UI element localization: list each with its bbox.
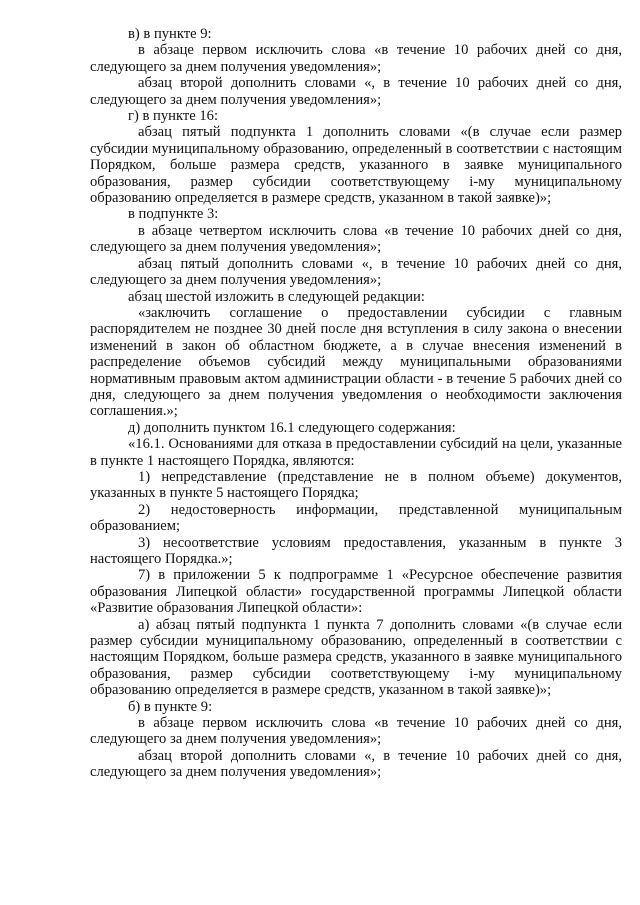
paragraph-add-words-second: абзац второй дополнить словами «, в течение 10 рабочих дней со дня, следующего за днем получения уведомления»; xyxy=(90,75,622,108)
paragraph-agreement-clause: «заключить соглашение о предоставлении субсидии с главным распорядителем не позднее 30 дней после дня вступления в силу закона о внесении изменений в закон об областном бюджете, а в случае внесения изменений в распределение объемов субсидий между муниципальными образованиями нормативным правовым актом администрации области - в течение 5 рабочих дней со дня, следующего за днем получения уведомления о необходимости заключения соглашения.»; xyxy=(90,304,622,420)
point-16-1-grounds-for-refusal: «16.1. Основаниями для отказа в предоставлении субсидий на цели, указанные в пункте 1 настоящего Порядка, являются: xyxy=(90,436,622,469)
paragraph-exclude-words-first-2: в абзаце первом исключить слова «в течение 10 рабочих дней со дня, следующего за днем получения уведомления»; xyxy=(90,715,622,748)
refusal-ground-2: 2) недостоверность информации, представленной муниципальным образованием; xyxy=(90,501,622,535)
subitem-d-add-point-16-1: д) дополнить пунктом 16.1 следующего содержания: xyxy=(128,419,456,436)
paragraph-exclude-words-fourth: в абзаце четвертом исключить слова «в течение 10 рабочих дней со дня, следующего за днем получения уведомления»; xyxy=(90,222,622,256)
subpoint-3-heading: в подпункте 3: xyxy=(128,206,219,223)
item-7-appendix-5: 7) в приложении 5 к подпрограмме 1 «Ресурсное обеспечение развития образования Липецкой области» государственной программы Липецкой области «Развитие образования Липецкой области»: xyxy=(90,567,622,617)
paragraph-subsidy-size-amendment: абзац пятый подпункта 1 дополнить словами «(в случае если размер субсидии муниципальному образованию, определенный в соответствии с настоящим Порядком, больше размера средств, указанного в заявке муниципального образования, размер субсидии соответствующему i-му муниципальному образованию определяется в размере средств, указанном в такой заявке)»; xyxy=(90,124,622,207)
subitem-b-point-9: б) в пункте 9: xyxy=(128,698,213,715)
refusal-ground-1: 1) непредставление (представление не в полном объеме) документов, указанных в пункте 5 настоящего Порядка; xyxy=(90,468,622,502)
subitem-a-subsidy-size-amendment: а) абзац пятый подпункта 1 пункта 7 дополнить словами «(в случае если размер субсидии муниципальному образованию, определенный в соответствии с настоящим Порядком, больше размера средств, указанного в заявке муниципального образования, размер субсидии соответствующему i-му муниципальному образованию определяется в размере средств, указанном в такой заявке)»; xyxy=(90,616,622,699)
paragraph-add-words-fifth: абзац пятый дополнить словами «, в течение 10 рабочих дней со дня, следующего за днем получения уведомления»; xyxy=(90,255,622,289)
paragraph-sixth-new-wording: абзац шестой изложить в следующей редакции: xyxy=(128,288,425,305)
paragraph-add-words-second-2: абзац второй дополнить словами «, в течение 10 рабочих дней со дня, следующего за днем получения уведомления»; xyxy=(90,747,622,781)
refusal-ground-3: 3) несоответствие условиям предоставления, указанным в пункте 3 настоящего Порядка.»; xyxy=(90,534,622,567)
paragraph-exclude-words-first: в абзаце первом исключить слова «в течение 10 рабочих дней со дня, следующего за днем получения уведомления»; xyxy=(90,42,622,75)
document-page xyxy=(90,26,622,781)
subitem-v-point-9: в) в пункте 9: xyxy=(128,26,212,42)
subitem-g-point-16: г) в пункте 16: xyxy=(128,108,218,125)
